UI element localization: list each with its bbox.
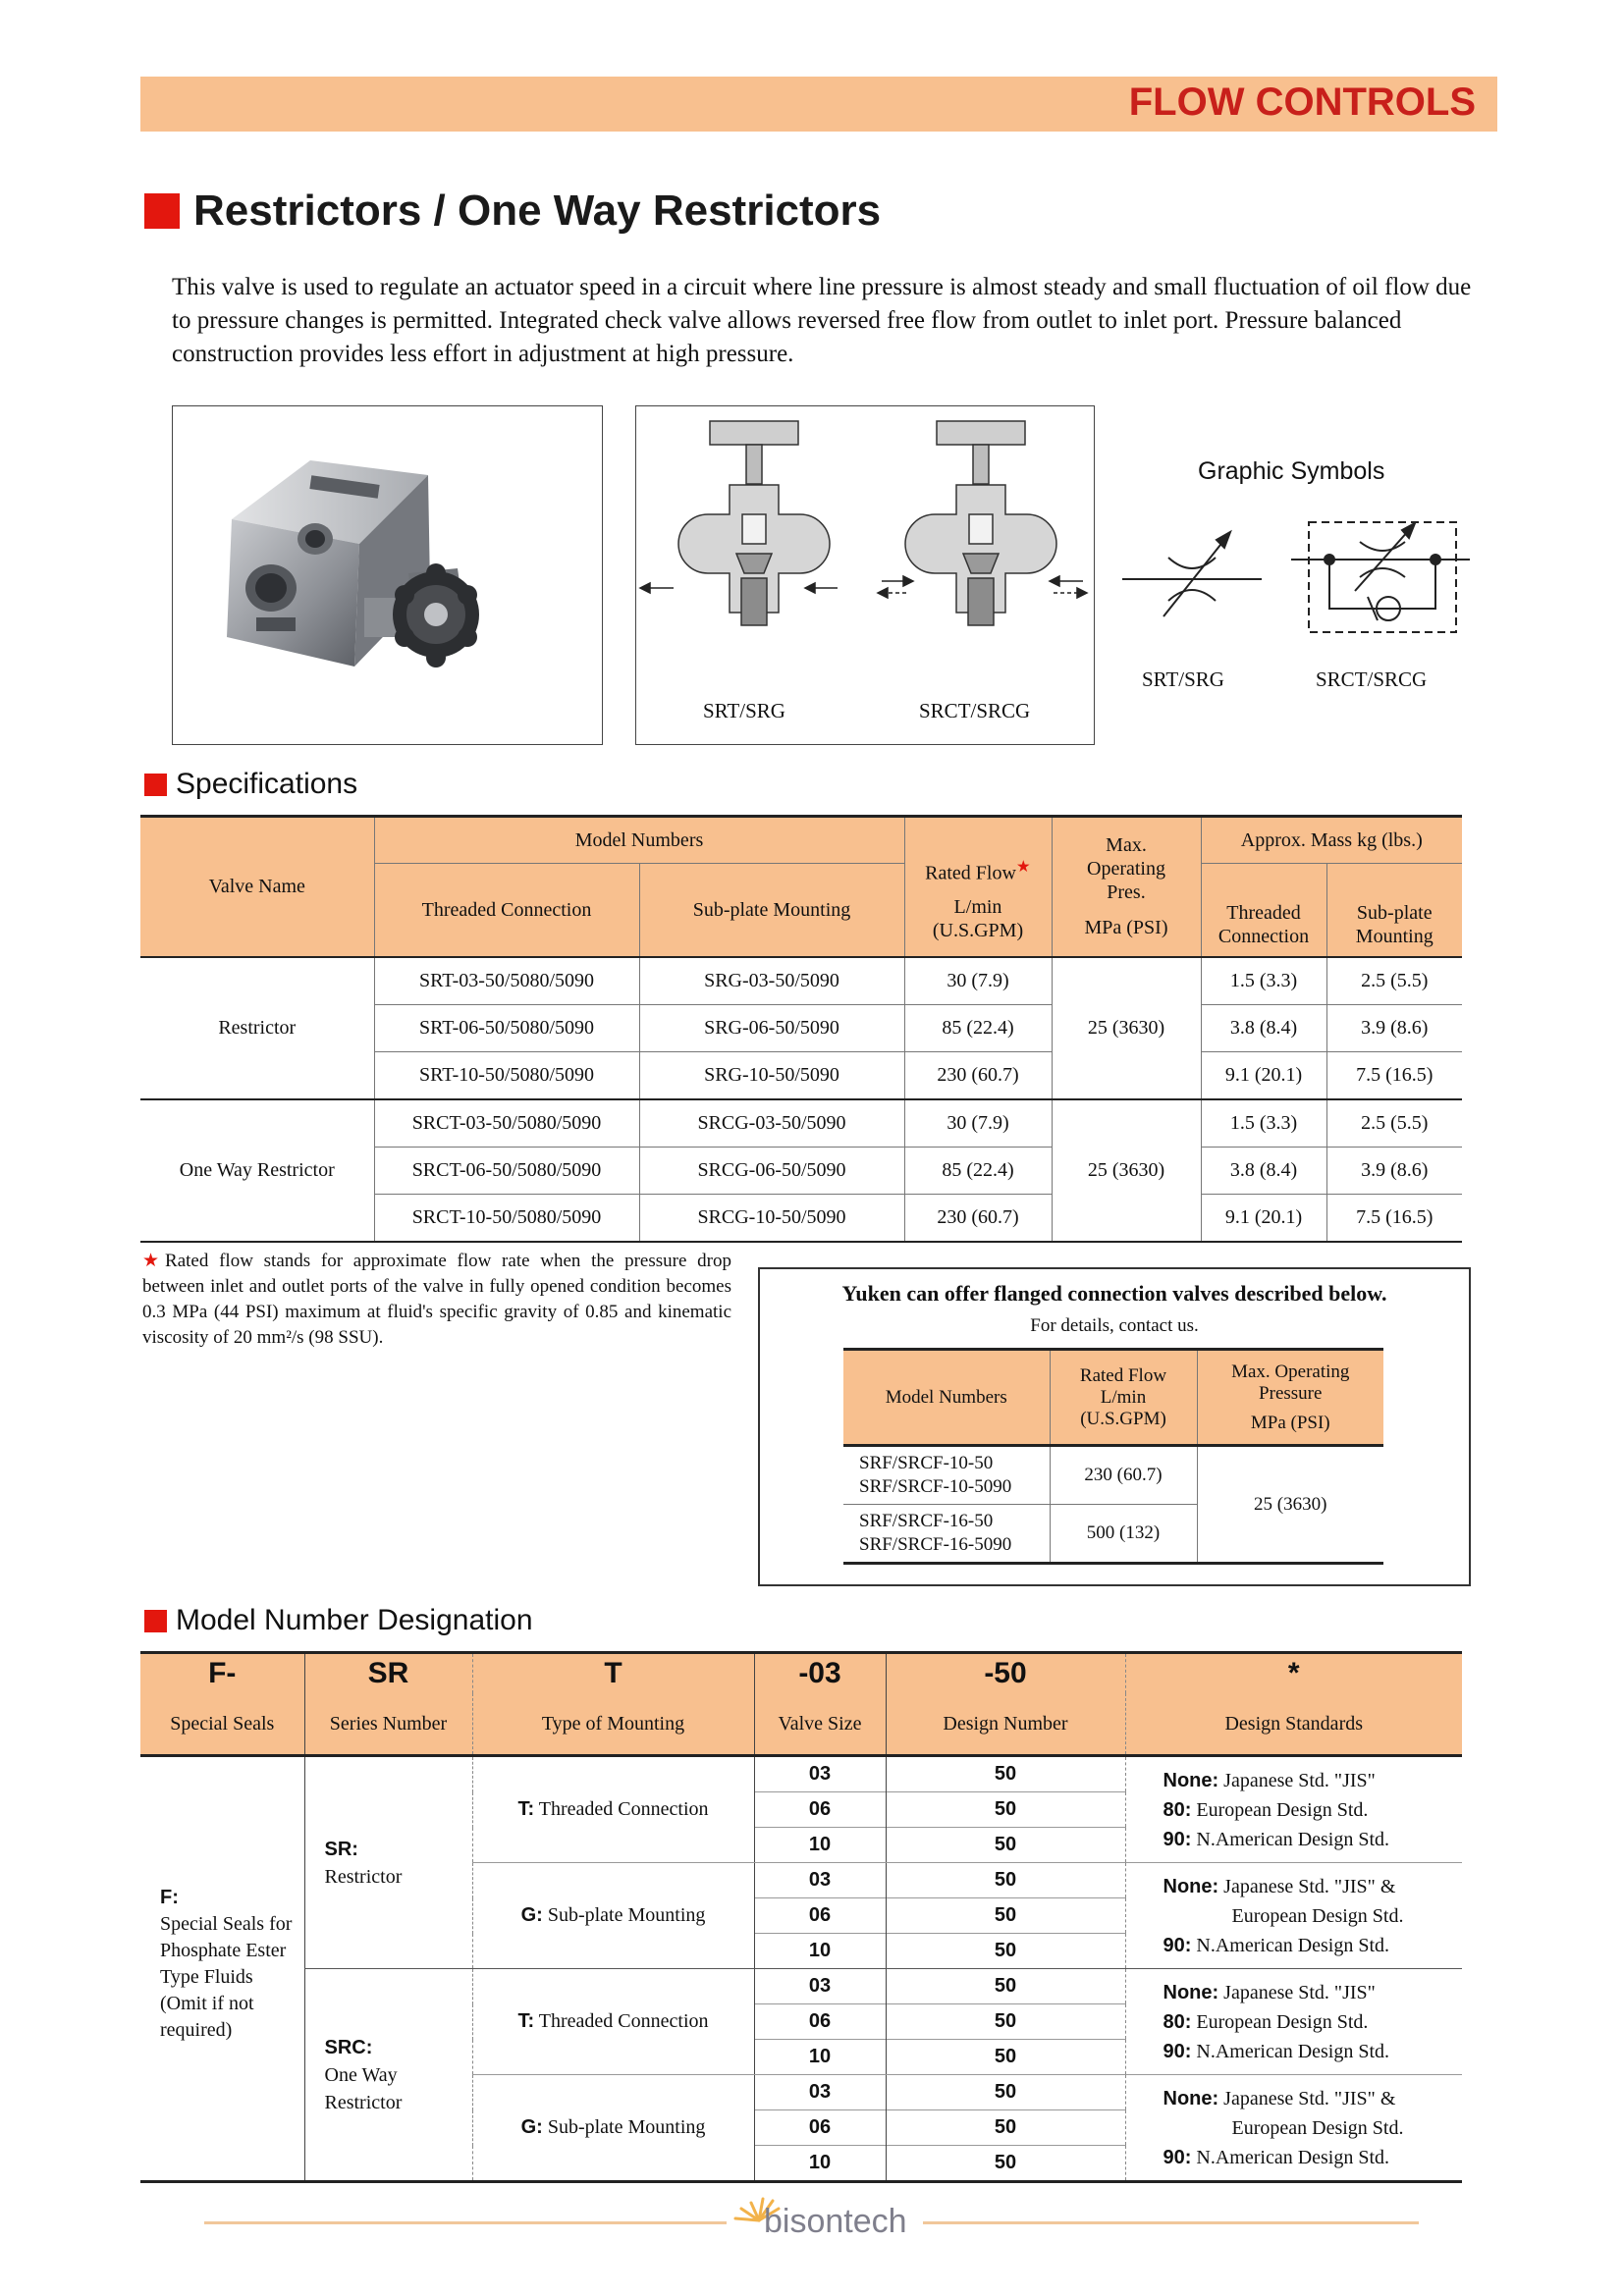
designation-table	[140, 1651, 1462, 2183]
graphic-symbols	[1114, 510, 1478, 653]
standards-block-1: None: Japanese Std. "JIS" 80: European Design Std. 90: N.American Design Std.	[1125, 1756, 1462, 1863]
standards-block-2: None: Japanese Std. "JIS" & European Design Std. 90: N.American Design Std.	[1125, 1863, 1462, 1969]
page-title-text: Restrictors / One Way Restrictors	[193, 187, 882, 235]
label-series: Series Number	[304, 1693, 472, 1756]
col-flanged-pressure: Max. Operating Pressure MPa (PSI)	[1197, 1350, 1383, 1446]
product-photo	[172, 405, 603, 745]
col-max-pressure: Max. Operating Pres. MPa (PSI)	[1052, 817, 1201, 957]
standards-block-3: None: Japanese Std. "JIS" 80: European Design Std. 90: N.American Design Std.	[1125, 1969, 1462, 2075]
table-row: 10 50	[140, 1828, 1462, 1863]
rated-flow-note: ★Rated flow stands for approximate flow rate when the pressure drop between inlet and outlet ports of the valve in fully opened condition becomes 0.3 MPa (44 PSI) maximum at fluid's specific gravity of 0.85 and kinematic viscosity of 20 mm²/s (98 SSU).	[142, 1251, 731, 1348]
table-row: G: Sub-plate Mounting 03 50 None: Japanese Std. "JIS" & European Design Std. 90: N.American Design Std.	[140, 2075, 1462, 2110]
valve-photo-illustration	[173, 406, 602, 744]
symbol-label-srct: SRCT/SRCG	[1316, 667, 1428, 691]
table-row: SRCT-06-50/5080/5090 SRCG-06-50/5090 85 (22.4) 3.8 (8.4) 3.9 (8.6)	[140, 1147, 1462, 1194]
valve-name-one-way: One Way Restrictor	[140, 1099, 374, 1242]
label-design: Design Number	[886, 1693, 1125, 1756]
table-row: 06 50	[140, 1898, 1462, 1934]
section-label-srct: SRCT/SRCG	[919, 699, 1031, 722]
designation-marker-icon	[144, 1610, 167, 1632]
table-row: 10 50	[140, 1934, 1462, 1969]
rated-flow-unit: L/min (U.S.GPM)	[932, 895, 1024, 941]
col-mass-subplate: Sub-plate Mounting	[1326, 864, 1462, 957]
label-special-seals: Special Seals	[140, 1693, 304, 1756]
table-row: SRF/SRCF-10-50 SRF/SRCF-10-5090 230 (60.7) 25 (3630)	[843, 1446, 1383, 1505]
table-row: One Way Restrictor SRCT-03-50/5080/5090 SRCG-03-50/5090 30 (7.9) 25 (3630) 1.5 (3.3) 2.5 (5.5)	[140, 1099, 1462, 1148]
table-row: SRC: One Way Restrictor T: Threaded Connection 03 50 None: Japanese Std. "JIS" 80: European Design Std. 90: N.American Design Std.	[140, 1969, 1462, 2004]
mounting-threaded-1: T: Threaded Connection	[472, 1756, 754, 1863]
graphic-symbols-title: Graphic Symbols	[1198, 457, 1385, 485]
code-mounting: T	[472, 1653, 754, 1694]
note-star-icon: ★	[142, 1251, 166, 1271]
series-src-cell: SRC: One Way Restrictor	[304, 1969, 472, 2182]
table-row: SRF/SRCF-16-50 SRF/SRCF-16-5090 500 (132)	[843, 1505, 1383, 1564]
col-mass-threaded: Threaded Connection	[1201, 864, 1326, 957]
designation-heading: Model Number Designation	[144, 1604, 533, 1637]
specifications-marker-icon	[144, 774, 167, 796]
table-row: 10 50	[140, 2040, 1462, 2075]
col-valve-name: Valve Name	[140, 817, 374, 957]
code-standards: *	[1125, 1653, 1462, 1694]
footer-divider-right	[923, 2221, 1419, 2224]
standards-block-4: None: Japanese Std. "JIS" & European Design Std. 90: N.American Design Std.	[1125, 2075, 1462, 2182]
section-label-srt: SRT/SRG	[703, 699, 785, 722]
title-marker-icon	[144, 193, 180, 229]
code-design: -50	[886, 1653, 1125, 1694]
flanged-valves-box	[758, 1267, 1471, 1586]
label-size: Valve Size	[754, 1693, 886, 1756]
page-title	[144, 187, 881, 236]
mounting-subplate-2: G: Sub-plate Mounting	[472, 2075, 754, 2182]
table-row: 06 50	[140, 2110, 1462, 2146]
mounting-subplate-1: G: Sub-plate Mounting	[472, 1863, 754, 1969]
code-special-seals: F-	[140, 1653, 304, 1694]
banner-title: FLOW CONTROLS	[1128, 80, 1476, 124]
header-banner	[140, 77, 1497, 132]
footer-logo-text: bisontech	[764, 2203, 907, 2240]
label-standards: Design Standards	[1125, 1693, 1462, 1756]
col-threaded: Threaded Connection	[374, 864, 639, 957]
col-subplate: Sub-plate Mounting	[639, 864, 904, 957]
col-flanged-flow: Rated Flow L/min (U.S.GPM)	[1050, 1350, 1197, 1446]
valve-name-restrictor: Restrictor	[140, 957, 374, 1099]
flanged-title: Yuken can offer flanged connection valves described below.	[841, 1281, 1387, 1306]
col-flanged-model: Model Numbers	[843, 1350, 1050, 1446]
table-row: Restrictor SRT-03-50/5080/5090 SRG-03-50/5090 30 (7.9) 25 (3630) 1.5 (3.3) 2.5 (5.5)	[140, 957, 1462, 1005]
col-approx-mass: Approx. Mass kg (lbs.)	[1201, 817, 1462, 864]
table-row: F: Special Seals for Phosphate Ester Type Fluids (Omit if not required) SR: Restrictor T: Threaded Connection 03 50 None: Japanese Std. "JIS" 80: European Design Std. 90: N.American Design Std.	[140, 1756, 1462, 1792]
col-rated-flow: Rated Flow★ L/min (U.S.GPM)	[904, 817, 1052, 957]
mounting-threaded-2: T: Threaded Connection	[472, 1969, 754, 2075]
code-size: -03	[754, 1653, 886, 1694]
specifications-heading: Specifications	[144, 768, 357, 801]
table-row: SRT-10-50/5080/5090 SRG-10-50/5090 230 (60.7) 9.1 (20.1) 7.5 (16.5)	[140, 1051, 1462, 1099]
table-row: 06 50	[140, 2004, 1462, 2040]
col-model-numbers: Model Numbers	[374, 817, 904, 864]
intro-paragraph: This valve is used to regulate an actuator speed in a circuit where line pressure is almost steady and small fluctuation of oil flow due to pressure changes is permitted. Integrated check valve allows reversed free flow from outlet to inlet port. Pressure balanced construction provides less effort in adjustment at high pressure.	[172, 274, 1472, 367]
symbol-label-srt: SRT/SRG	[1142, 667, 1224, 691]
label-mounting: Type of Mounting	[472, 1693, 754, 1756]
flanged-table	[843, 1348, 1383, 1565]
specifications-table	[140, 815, 1462, 1243]
max-pressure-unit: MPa (PSI)	[1084, 917, 1168, 939]
valve-section-illustration	[636, 406, 1094, 701]
table-row: 10 50	[140, 2146, 1462, 2182]
flanged-subtitle: For details, contact us.	[1030, 1315, 1199, 1336]
series-sr-cell: SR: Restrictor	[304, 1756, 472, 1969]
footer-divider-left	[204, 2221, 727, 2224]
sectional-drawings	[635, 405, 1095, 745]
table-row: 06 50	[140, 1792, 1462, 1828]
code-series: SR	[304, 1653, 472, 1694]
table-row: G: Sub-plate Mounting 03 50 None: Japanese Std. "JIS" & European Design Std. 90: N.American Design Std.	[140, 1863, 1462, 1898]
table-row: SRCT-10-50/5080/5090 SRCG-10-50/5090 230 (60.7) 9.1 (20.1) 7.5 (16.5)	[140, 1194, 1462, 1242]
table-row: SRT-06-50/5080/5090 SRG-06-50/5090 85 (22.4) 3.8 (8.4) 3.9 (8.6)	[140, 1004, 1462, 1051]
special-seals-cell: F: Special Seals for Phosphate Ester Type Fluids (Omit if not required)	[140, 1756, 304, 2182]
